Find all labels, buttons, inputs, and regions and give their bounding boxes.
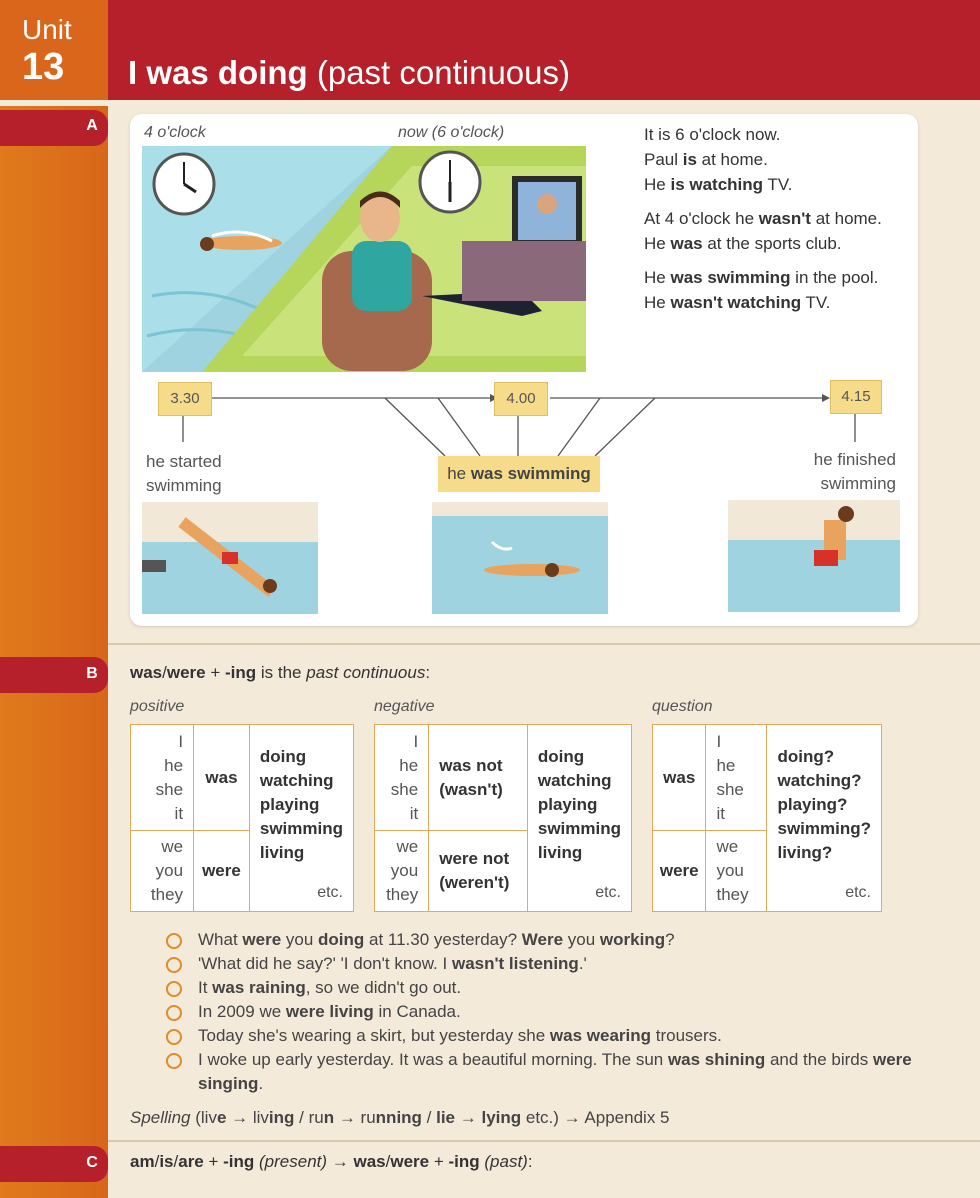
unit-number: 13: [22, 46, 65, 88]
example-item: [166, 976, 926, 1000]
text-segment: -ing: [223, 1152, 255, 1171]
label-he-started: [146, 450, 222, 498]
positive-aux-were: were: [194, 831, 250, 912]
table-negative: [374, 724, 632, 912]
intro-slash: /: [162, 663, 167, 682]
clock-4-icon: [152, 152, 216, 216]
section-letter-b: B: [86, 665, 98, 682]
list-line: you: [155, 861, 184, 880]
negative-aux-bottom: [429, 831, 528, 912]
text-segment: He: [644, 175, 671, 194]
bullet-circle-icon: [166, 933, 182, 949]
list-line: playing?: [777, 795, 848, 814]
text-segment: in Canada.: [373, 1002, 461, 1021]
example-text: [198, 1026, 722, 1045]
text-segment: wasn't listening: [451, 954, 579, 973]
caption-now: now (6 o'clock): [398, 124, 505, 141]
text-segment: in the pool.: [790, 268, 879, 287]
list-line: she: [155, 779, 184, 799]
positive-pronouns-bottom: [131, 831, 194, 912]
text-segment: n: [323, 1108, 335, 1127]
started-line-1: he started: [146, 452, 222, 471]
started-line-2: swimming: [146, 476, 222, 495]
text-segment: (present): [254, 1152, 328, 1171]
caption-positive: positive: [130, 698, 185, 715]
example-text: [198, 1002, 461, 1021]
text-segment: at home.: [696, 150, 768, 169]
text-segment: working: [599, 930, 666, 949]
examples-list: [166, 928, 926, 1096]
example-item: [166, 1024, 926, 1048]
example-item: [166, 1048, 926, 1096]
positive-pronouns-top: [131, 725, 194, 831]
story-line: [644, 209, 882, 228]
text-segment: He: [644, 268, 671, 287]
text-segment: nning: [375, 1108, 422, 1127]
text-segment: I woke up early yesterday. It was a beautiful morning. The sun: [198, 1050, 668, 1069]
text-segment: /: [173, 1152, 179, 1171]
text-segment: /: [421, 1108, 437, 1127]
list-line: they: [716, 885, 749, 904]
text-segment: trousers.: [651, 1026, 722, 1045]
text-segment: etc.) → Appendix 5: [521, 1108, 670, 1127]
text-segment: In 2009 we: [198, 1002, 286, 1021]
text-segment: am: [130, 1152, 155, 1171]
text-segment: → ru: [334, 1108, 376, 1127]
text-segment: / ru: [294, 1108, 324, 1127]
list-line: you: [716, 861, 744, 880]
story-text: [644, 122, 924, 324]
text-segment: Were: [521, 930, 564, 949]
caption-negative: negative: [374, 698, 435, 715]
story-paragraph-1: [644, 122, 924, 197]
example-text: [198, 978, 461, 997]
text-segment: Today she's wearing a skirt, but yesterday she: [198, 1026, 550, 1045]
finished-line-2: swimming: [820, 474, 896, 493]
text-segment: /: [385, 1152, 391, 1171]
list-line: it: [174, 803, 184, 823]
list-line: living?: [777, 843, 833, 862]
positive-verbs: [249, 725, 353, 912]
story-paragraph-2: [644, 206, 924, 256]
story-paragraph-3: [644, 265, 924, 315]
list-line: watching: [537, 771, 612, 790]
list-line: we: [396, 837, 419, 856]
text-segment: At 4 o'clock he: [644, 209, 759, 228]
text-segment: wasn't: [758, 209, 811, 228]
example-item: [166, 928, 926, 952]
text-segment: :: [527, 1152, 533, 1171]
text-segment: were singing: [198, 1050, 912, 1093]
text-segment: were living: [285, 1002, 374, 1021]
text-segment: What: [198, 930, 243, 949]
table-positive: [130, 724, 354, 912]
negative-was-not: was not: [439, 755, 503, 775]
text-segment: were: [390, 1152, 430, 1171]
text-segment: you: [281, 930, 319, 949]
list-line: doing?: [777, 747, 835, 766]
story-line: [644, 150, 768, 169]
bullet-circle-icon: [166, 981, 182, 997]
text-segment: It: [198, 978, 213, 997]
intro-mid: is the: [256, 663, 307, 682]
text-segment: was swimming: [670, 268, 791, 287]
bullet-circle-icon: [166, 1005, 182, 1021]
finish-image: [728, 500, 900, 612]
was-swimming-bold: was swimming: [470, 464, 591, 483]
question-aux-was: was: [653, 725, 706, 831]
list-line: she: [390, 779, 419, 799]
label-was-swimming: [438, 456, 600, 492]
section-divider-b: [108, 643, 980, 645]
list-line: I: [716, 731, 722, 751]
list-line: doing: [259, 747, 307, 766]
text-segment: was: [670, 234, 703, 253]
list-line: he: [399, 755, 419, 775]
intro-ing: -ing: [225, 663, 257, 682]
text-segment: at 11.30 yesterday?: [364, 930, 522, 949]
text-segment: e: [216, 1108, 227, 1127]
text-segment: Paul: [644, 150, 683, 169]
section-c-intro: [130, 1152, 533, 1172]
text-segment: →: [455, 1108, 482, 1127]
list-line: they: [386, 885, 419, 904]
question-verbs: [767, 725, 882, 912]
text-segment: doing: [318, 930, 365, 949]
negative-were-not: were not: [439, 849, 510, 868]
story-line: [644, 268, 878, 287]
story-line: [644, 293, 830, 312]
negative-verb-list: [538, 747, 621, 862]
text-segment: It is 6 o'clock now.: [644, 125, 781, 144]
text-segment: lying: [481, 1108, 522, 1127]
list-line: it: [409, 803, 419, 823]
section-letter-a: A: [86, 117, 98, 134]
list-line: they: [150, 885, 184, 904]
story-line: [644, 125, 780, 144]
title-bold: I was doing: [128, 54, 308, 91]
text-segment: +: [429, 1152, 449, 1171]
text-segment: was: [353, 1152, 386, 1171]
text-segment: +: [203, 1152, 224, 1171]
text-segment: was wearing: [549, 1026, 652, 1045]
text-segment: is: [682, 150, 697, 169]
text-segment: was shining: [667, 1050, 766, 1069]
time-4-15: 4.15: [830, 380, 882, 414]
text-segment: and the birds: [765, 1050, 873, 1069]
example-item: [166, 1000, 926, 1024]
finished-line-1: he finished: [813, 450, 896, 469]
bullet-circle-icon: [166, 1053, 182, 1069]
list-line: we: [716, 837, 739, 856]
text-segment: He: [644, 234, 671, 253]
negative-pronouns-bottom: [375, 831, 429, 912]
bullet-circle-icon: [166, 1029, 182, 1045]
section-letter-c: C: [86, 1154, 98, 1171]
label-he-finished: [800, 448, 896, 496]
intro-were: were: [166, 663, 206, 682]
text-segment: wasn't watching: [670, 293, 802, 312]
negative-aux-top: [429, 725, 528, 831]
list-line: doing: [537, 747, 585, 766]
text-segment: → liv: [226, 1108, 269, 1127]
text-segment: He: [644, 293, 671, 312]
list-line: he: [716, 755, 736, 775]
text-segment: ing: [268, 1108, 295, 1127]
list-line: we: [161, 837, 184, 856]
section-b-intro: [130, 663, 430, 683]
text-segment: were: [242, 930, 282, 949]
negative-werent: (weren't): [439, 873, 510, 892]
page-title: [128, 54, 570, 92]
text-segment: TV.: [801, 293, 831, 312]
caption-four-oclock: 4 o'clock: [144, 124, 206, 141]
list-line: he: [164, 755, 184, 775]
text-segment: TV.: [763, 175, 793, 194]
table-question: [652, 724, 882, 912]
swim-image: [432, 502, 608, 614]
list-line: living: [537, 843, 583, 862]
list-line: watching: [259, 771, 334, 790]
list-line: swimming: [259, 819, 343, 838]
text-segment: are: [178, 1152, 204, 1171]
example-text: [198, 930, 675, 949]
bullet-circle-icon: [166, 957, 182, 973]
positive-etc: etc.: [317, 884, 343, 901]
text-segment: ?: [665, 930, 675, 949]
list-line: playing: [537, 795, 598, 814]
question-pronouns-top: [706, 725, 767, 831]
title-rest: (past continuous): [307, 54, 570, 91]
text-segment: 'What did he say?' 'I don't know. I: [198, 954, 452, 973]
text-segment: lie: [436, 1108, 456, 1127]
text-segment: at home.: [810, 209, 882, 228]
list-line: it: [716, 803, 725, 823]
intro-was: was: [130, 663, 163, 682]
clock-6-icon: [418, 150, 482, 214]
list-line: you: [390, 861, 419, 880]
list-line: I: [178, 731, 184, 751]
text-segment: .: [258, 1074, 264, 1093]
story-line: [644, 234, 842, 253]
example-text: [198, 954, 587, 973]
text-segment: (liv: [190, 1108, 217, 1127]
spelling-note: [130, 1108, 670, 1128]
question-verb-list: [777, 747, 871, 862]
text-segment: (past): [479, 1152, 528, 1171]
list-line: playing: [259, 795, 320, 814]
negative-wasnt: (wasn't): [439, 779, 503, 799]
positive-aux-was: was: [194, 725, 250, 831]
list-line: swimming: [537, 819, 621, 838]
text-segment: →: [327, 1152, 354, 1171]
example-text: [198, 1050, 912, 1093]
time-3-30: 3.30: [158, 382, 212, 416]
text-segment: at the sports club.: [702, 234, 842, 253]
negative-pronouns-top: [375, 725, 429, 831]
list-line: I: [413, 731, 419, 751]
text-segment: /: [154, 1152, 160, 1171]
list-line: she: [716, 779, 744, 799]
dive-image: [142, 502, 318, 614]
text-segment: , so we didn't go out.: [305, 978, 462, 997]
question-aux-were: were: [653, 831, 706, 912]
question-etc: etc.: [845, 884, 871, 901]
intro-plus: +: [205, 663, 225, 682]
section-divider-c: [108, 1140, 980, 1142]
negative-verbs: [527, 725, 631, 912]
caption-question: question: [652, 698, 713, 715]
negative-etc: etc.: [595, 884, 621, 901]
sidebar: [0, 106, 108, 1198]
example-item: [166, 952, 926, 976]
text-segment: is watching: [670, 175, 764, 194]
positive-verb-list: [260, 747, 343, 862]
list-line: living: [259, 843, 305, 862]
text-segment: .': [578, 954, 587, 973]
intro-italic: past continuous: [306, 663, 426, 682]
text-segment: was raining: [212, 978, 306, 997]
text-segment: -ing: [448, 1152, 480, 1171]
time-4-00: 4.00: [494, 382, 548, 416]
list-line: watching?: [777, 771, 862, 790]
was-swimming-plain: he: [447, 464, 471, 483]
list-line: swimming?: [777, 819, 871, 838]
intro-end: :: [425, 663, 431, 682]
story-line: [644, 175, 792, 194]
text-segment: you: [563, 930, 600, 949]
text-segment: Spelling: [130, 1108, 191, 1127]
question-pronouns-bottom: [706, 831, 767, 912]
text-segment: is: [159, 1152, 174, 1171]
unit-label: Unit: [22, 14, 72, 45]
